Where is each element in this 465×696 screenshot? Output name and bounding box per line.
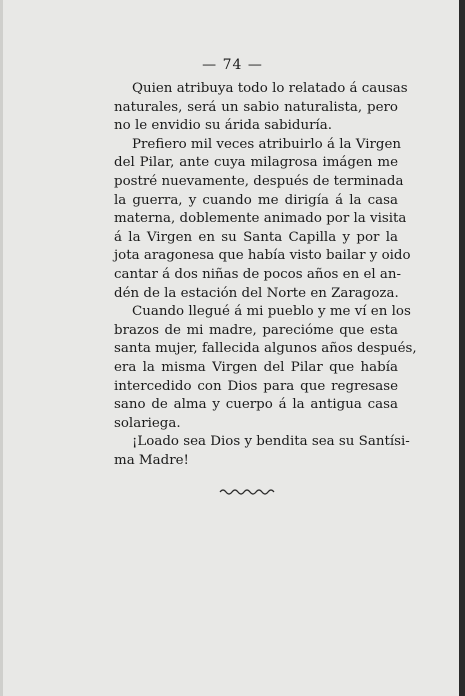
text-line: á la Virgen en su Santa Capilla y por la: [114, 229, 398, 245]
text-line: sano de alma y cuerpo á la antigua casa: [114, 397, 398, 413]
text-line: postré nuevamente, después de terminada: [114, 173, 404, 189]
paragraph-1: [98, 80, 408, 136]
paragraph-3: [98, 303, 417, 433]
text-line: materna, doblemente animado por la visita: [114, 211, 407, 227]
page-right-edge-shadow: [459, 0, 465, 696]
text-line: Quien atribuya todo lo relatado á causas: [132, 81, 408, 96]
page-body-text: [98, 80, 417, 470]
text-line: dén de la estación del Norte en Zaragoza.: [114, 285, 399, 301]
text-line: santa mujer, fallecida algunos años después,: [114, 341, 417, 357]
text-line: Cuando llegué á mi pueblo y me ví en los: [132, 304, 411, 320]
text-line: no le envidio su árida sabiduría.: [114, 118, 333, 134]
text-line: cantar á dos niñas de pocos años en el an-: [114, 266, 402, 282]
paragraph-4: [98, 433, 410, 470]
text-line: intercedido con Dios para que regresase: [114, 378, 398, 394]
text-line: naturales, será un sabio naturalista, pero: [114, 99, 398, 115]
text-line: brazos de mi madre, parecióme que esta: [114, 322, 398, 338]
wavy-rule-ornament-icon: [219, 486, 277, 496]
page-number: — 74 —: [202, 57, 263, 73]
text-line: Prefiero mil veces atribuirlo á la Virgen: [132, 136, 402, 152]
text-line: ¡Loado sea Dios y bendita sea su Santísi-: [132, 434, 410, 450]
text-line: del Pilar, ante cuya milagrosa imágen me: [114, 155, 398, 171]
text-line: jota aragonesa que había visto bailar y oido: [114, 248, 411, 264]
text-line: ma Madre!: [114, 452, 189, 468]
text-line: solariega.: [114, 415, 181, 431]
text-line: era la misma Virgen del Pilar que había: [114, 359, 398, 375]
page-left-edge: [0, 0, 3, 696]
paragraph-2: [98, 136, 411, 303]
text-line: la guerra, y cuando me dirigía á la casa: [114, 192, 398, 208]
